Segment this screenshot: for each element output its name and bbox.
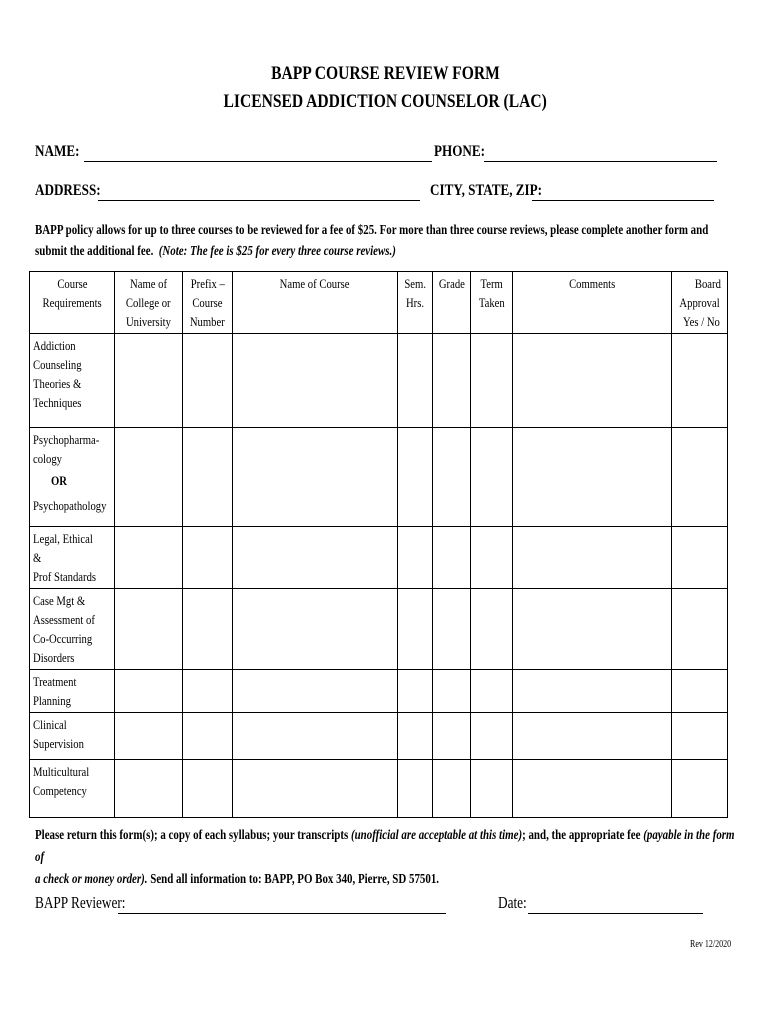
- input-cell[interactable]: [115, 760, 183, 818]
- name-label: NAME:: [35, 143, 80, 160]
- input-cell[interactable]: [513, 589, 672, 670]
- input-cell[interactable]: [672, 670, 728, 713]
- phone-label: PHONE:: [434, 143, 486, 160]
- input-cell[interactable]: [672, 589, 728, 670]
- input-cell[interactable]: [115, 589, 183, 670]
- input-cell[interactable]: [513, 713, 672, 760]
- input-cell[interactable]: [471, 760, 513, 818]
- course-requirement-cell: Psychopharma- cology OR Psychopathology: [30, 428, 115, 527]
- course-requirement-cell: Case Mgt & Assessment of Co-Occurring Disorders: [30, 589, 115, 670]
- input-cell[interactable]: [672, 713, 728, 760]
- reviewer-field[interactable]: [118, 913, 446, 914]
- form-title: BAPP COURSE REVIEW FORM: [270, 63, 500, 84]
- input-cell[interactable]: [398, 670, 433, 713]
- input-cell[interactable]: [115, 334, 183, 428]
- input-cell[interactable]: [233, 428, 398, 527]
- input-cell[interactable]: [471, 589, 513, 670]
- course-requirement-cell: Clinical Supervision: [30, 713, 115, 760]
- input-cell[interactable]: [183, 760, 233, 818]
- sem-hrs-header: Sem. Hrs.: [398, 272, 433, 334]
- city-state-zip-field[interactable]: [532, 200, 714, 201]
- input-cell[interactable]: [513, 428, 672, 527]
- comments-header: Comments: [513, 272, 672, 334]
- input-cell[interactable]: [433, 428, 471, 527]
- input-cell[interactable]: [115, 670, 183, 713]
- college-header: Name of College or University: [115, 272, 183, 334]
- input-cell[interactable]: [433, 527, 471, 589]
- board-approval-header: Board Approval Yes / No: [672, 272, 728, 334]
- table-row: [30, 713, 728, 760]
- input-cell[interactable]: [672, 760, 728, 818]
- input-cell[interactable]: [398, 760, 433, 818]
- input-cell[interactable]: [672, 527, 728, 589]
- policy-text: BAPP policy allows for up to three courses to be reviewed for a fee of $25. For more than three course reviews, please complete another form and submit the additional fee. (Note: The fee is $25 for every three course reviews.): [35, 223, 709, 259]
- address-label: ADDRESS:: [35, 182, 101, 199]
- input-cell[interactable]: [513, 334, 672, 428]
- input-cell[interactable]: [672, 428, 728, 527]
- input-cell[interactable]: [433, 334, 471, 428]
- input-cell[interactable]: [471, 670, 513, 713]
- input-cell[interactable]: [398, 334, 433, 428]
- input-cell[interactable]: [513, 670, 672, 713]
- form-subtitle: LICENSED ADDICTION COUNSELOR (LAC): [223, 91, 547, 112]
- input-cell[interactable]: [183, 589, 233, 670]
- term-header: Term Taken: [471, 272, 513, 334]
- return-instructions: Please return this form(s); a copy of each syllabus; your transcripts (unofficial are acceptable at this time); and, the appropriate fee (payable in the form of a check or money order). Send all information to: BAPP, PO Box 340, Pierre, SD 57501.: [35, 828, 735, 887]
- table-row: [30, 428, 728, 527]
- course-name-header: Name of Course: [233, 272, 398, 334]
- input-cell[interactable]: [233, 670, 398, 713]
- course-table: [29, 271, 728, 818]
- course-requirement-cell: Multicultural Competency: [30, 760, 115, 818]
- input-cell[interactable]: [233, 713, 398, 760]
- input-cell[interactable]: [471, 713, 513, 760]
- table-row: [30, 760, 728, 818]
- input-cell[interactable]: [398, 589, 433, 670]
- input-cell[interactable]: [183, 713, 233, 760]
- input-cell[interactable]: [115, 713, 183, 760]
- phone-field[interactable]: [484, 161, 717, 162]
- input-cell[interactable]: [398, 713, 433, 760]
- input-cell[interactable]: [672, 334, 728, 428]
- city-state-zip-label: CITY, STATE, ZIP:: [430, 182, 543, 199]
- table-row: [30, 589, 728, 670]
- course-requirement-cell: Legal, Ethical & Prof Standards: [30, 527, 115, 589]
- input-cell[interactable]: [513, 527, 672, 589]
- input-cell[interactable]: [233, 760, 398, 818]
- input-cell[interactable]: [115, 428, 183, 527]
- course-requirement-cell: Treatment Planning: [30, 670, 115, 713]
- input-cell[interactable]: [183, 670, 233, 713]
- input-cell[interactable]: [183, 527, 233, 589]
- input-cell[interactable]: [398, 428, 433, 527]
- input-cell[interactable]: [471, 428, 513, 527]
- address-field[interactable]: [98, 200, 420, 201]
- course-requirements-header: Course Requirements: [30, 272, 115, 334]
- revision-label: Rev 12/2020: [690, 939, 732, 950]
- input-cell[interactable]: [233, 589, 398, 670]
- grade-header: Grade: [433, 272, 471, 334]
- table-row: [30, 334, 728, 428]
- input-cell[interactable]: [471, 334, 513, 428]
- input-cell[interactable]: [471, 527, 513, 589]
- date-field[interactable]: [528, 913, 703, 914]
- input-cell[interactable]: [233, 527, 398, 589]
- input-cell[interactable]: [183, 428, 233, 527]
- course-requirement-cell: Addiction Counseling Theories & Techniques: [30, 334, 115, 428]
- input-cell[interactable]: [433, 670, 471, 713]
- input-cell[interactable]: [398, 527, 433, 589]
- table-row: [30, 527, 728, 589]
- input-cell[interactable]: [433, 713, 471, 760]
- input-cell[interactable]: [433, 760, 471, 818]
- input-cell[interactable]: [183, 334, 233, 428]
- input-cell[interactable]: [433, 589, 471, 670]
- input-cell[interactable]: [233, 334, 398, 428]
- table-row: [30, 670, 728, 713]
- table-header-row: [30, 272, 728, 334]
- input-cell[interactable]: [513, 760, 672, 818]
- reviewer-label: BAPP Reviewer:: [35, 893, 126, 912]
- name-field[interactable]: [84, 161, 432, 162]
- input-cell[interactable]: [115, 527, 183, 589]
- prefix-header: Prefix – Course Number: [183, 272, 233, 334]
- date-label: Date:: [498, 893, 527, 912]
- policy-note: (Note: The fee is $25 for every three course reviews.): [158, 244, 396, 259]
